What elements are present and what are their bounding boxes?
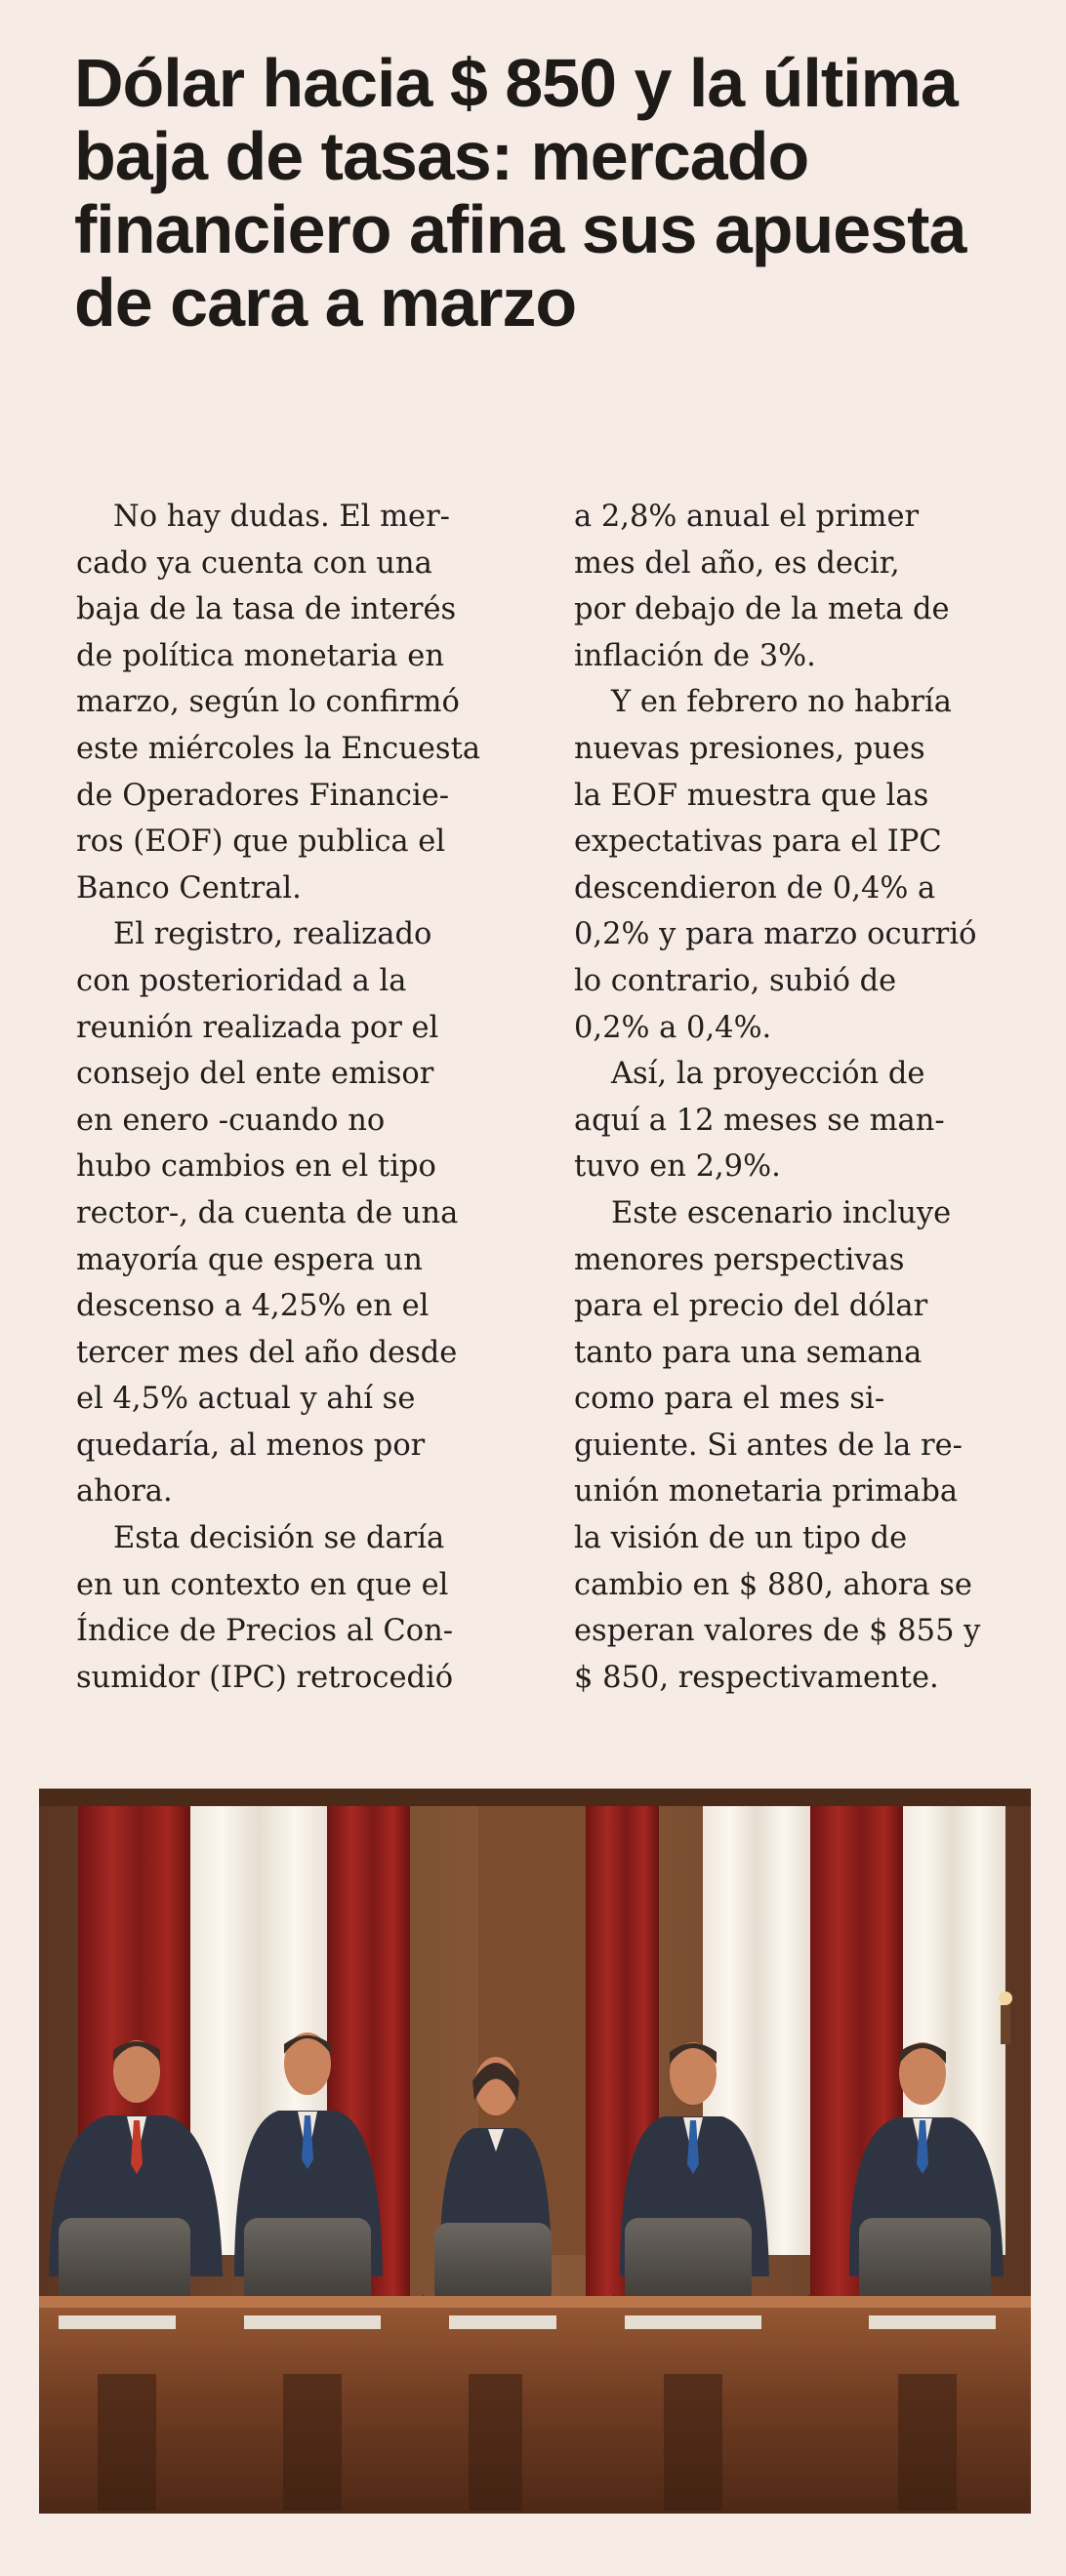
body-line: Y en febrero no habría bbox=[611, 685, 952, 720]
body-line: tuvo en 2,9%. bbox=[574, 1149, 781, 1185]
body-line: baja de la tasa de interés bbox=[76, 592, 457, 627]
body-line: descenso a 4,25% en el bbox=[76, 1289, 430, 1324]
body-line: cado ya cuenta con una bbox=[76, 545, 432, 581]
body-line: nuevas presiones, pues bbox=[574, 731, 925, 766]
body-line: rector-, da cuenta de una bbox=[76, 1195, 459, 1230]
body-line: esperan valores de $ 855 y bbox=[574, 1614, 981, 1649]
body-line: la EOF muestra que las bbox=[574, 778, 929, 813]
body-line: Esta decisión se daría bbox=[113, 1521, 445, 1556]
body-line: hubo cambios en el tipo bbox=[76, 1149, 436, 1185]
body-line: de Operadores Financie- bbox=[76, 778, 450, 813]
body-line: reunión realizada por el bbox=[76, 1010, 439, 1045]
body-line: quedaría, al menos por bbox=[76, 1428, 426, 1463]
body-line: $ 850, respectivamente. bbox=[574, 1660, 939, 1695]
body-line: a 2,8% anual el primer bbox=[574, 500, 920, 534]
body-line: Este escenario incluye bbox=[611, 1195, 952, 1230]
body-line: Así, la proyección de bbox=[611, 1057, 925, 1092]
body-line: unión monetaria primaba bbox=[574, 1474, 959, 1509]
article-column-right bbox=[574, 494, 1043, 1701]
body-line: descendieron de 0,4% a bbox=[574, 870, 936, 906]
body-line: consejo del ente emisor bbox=[76, 1057, 434, 1092]
body-line: aquí a 12 meses se man- bbox=[574, 1103, 945, 1138]
body-line: de política monetaria en bbox=[76, 638, 444, 673]
body-line: tanto para una semana bbox=[574, 1335, 922, 1370]
body-line: la visión de un tipo de bbox=[574, 1521, 908, 1556]
body-line: para el precio del dólar bbox=[574, 1289, 928, 1324]
body-line: el 4,5% actual y ahí se bbox=[76, 1382, 416, 1417]
body-line: expectativas para el IPC bbox=[574, 825, 942, 860]
body-line: en un contexto en que el bbox=[76, 1567, 449, 1602]
article-column-left bbox=[76, 494, 545, 1701]
body-line: con posterioridad a la bbox=[76, 963, 407, 998]
body-line: mayoría que espera un bbox=[76, 1242, 423, 1277]
body-line: El registro, realizado bbox=[113, 917, 432, 952]
headline-line: financiero afina sus apuesta bbox=[74, 191, 966, 267]
body-line: 0,2% y para marzo ocurrió bbox=[574, 917, 977, 952]
body-line: inflación de 3%. bbox=[574, 638, 816, 673]
headline-line: de cara a marzo bbox=[74, 264, 577, 341]
body-line: menores perspectivas bbox=[574, 1242, 905, 1277]
headline-line: Dólar hacia $ 850 y la última bbox=[74, 45, 958, 121]
body-line: Banco Central. bbox=[76, 870, 302, 906]
body-line: lo contrario, subió de bbox=[574, 963, 897, 998]
body-line: por debajo de la meta de bbox=[574, 592, 950, 627]
body-line: marzo, según lo confirmó bbox=[76, 685, 460, 720]
body-line: guiente. Si antes de la re- bbox=[574, 1428, 963, 1463]
body-line: como para el mes si- bbox=[574, 1382, 885, 1417]
body-line: cambio en $ 880, ahora se bbox=[574, 1567, 972, 1602]
board-meeting-photo bbox=[39, 1789, 1031, 2514]
body-line: mes del año, es decir, bbox=[574, 545, 900, 581]
headline bbox=[74, 47, 1011, 340]
body-line: ahora. bbox=[76, 1474, 173, 1509]
body-line: Índice de Precios al Con- bbox=[76, 1614, 454, 1649]
body-line: tercer mes del año desde bbox=[76, 1335, 458, 1370]
body-line: No hay dudas. El mer- bbox=[113, 500, 450, 534]
body-line: en enero -cuando no bbox=[76, 1103, 386, 1138]
body-line: este miércoles la Encuesta bbox=[76, 731, 481, 766]
body-line: sumidor (IPC) retrocedió bbox=[76, 1660, 454, 1695]
body-line: 0,2% a 0,4%. bbox=[574, 1010, 772, 1045]
body-line: ros (EOF) que publica el bbox=[76, 825, 446, 860]
headline-line: baja de tasas: mercado bbox=[74, 118, 809, 194]
